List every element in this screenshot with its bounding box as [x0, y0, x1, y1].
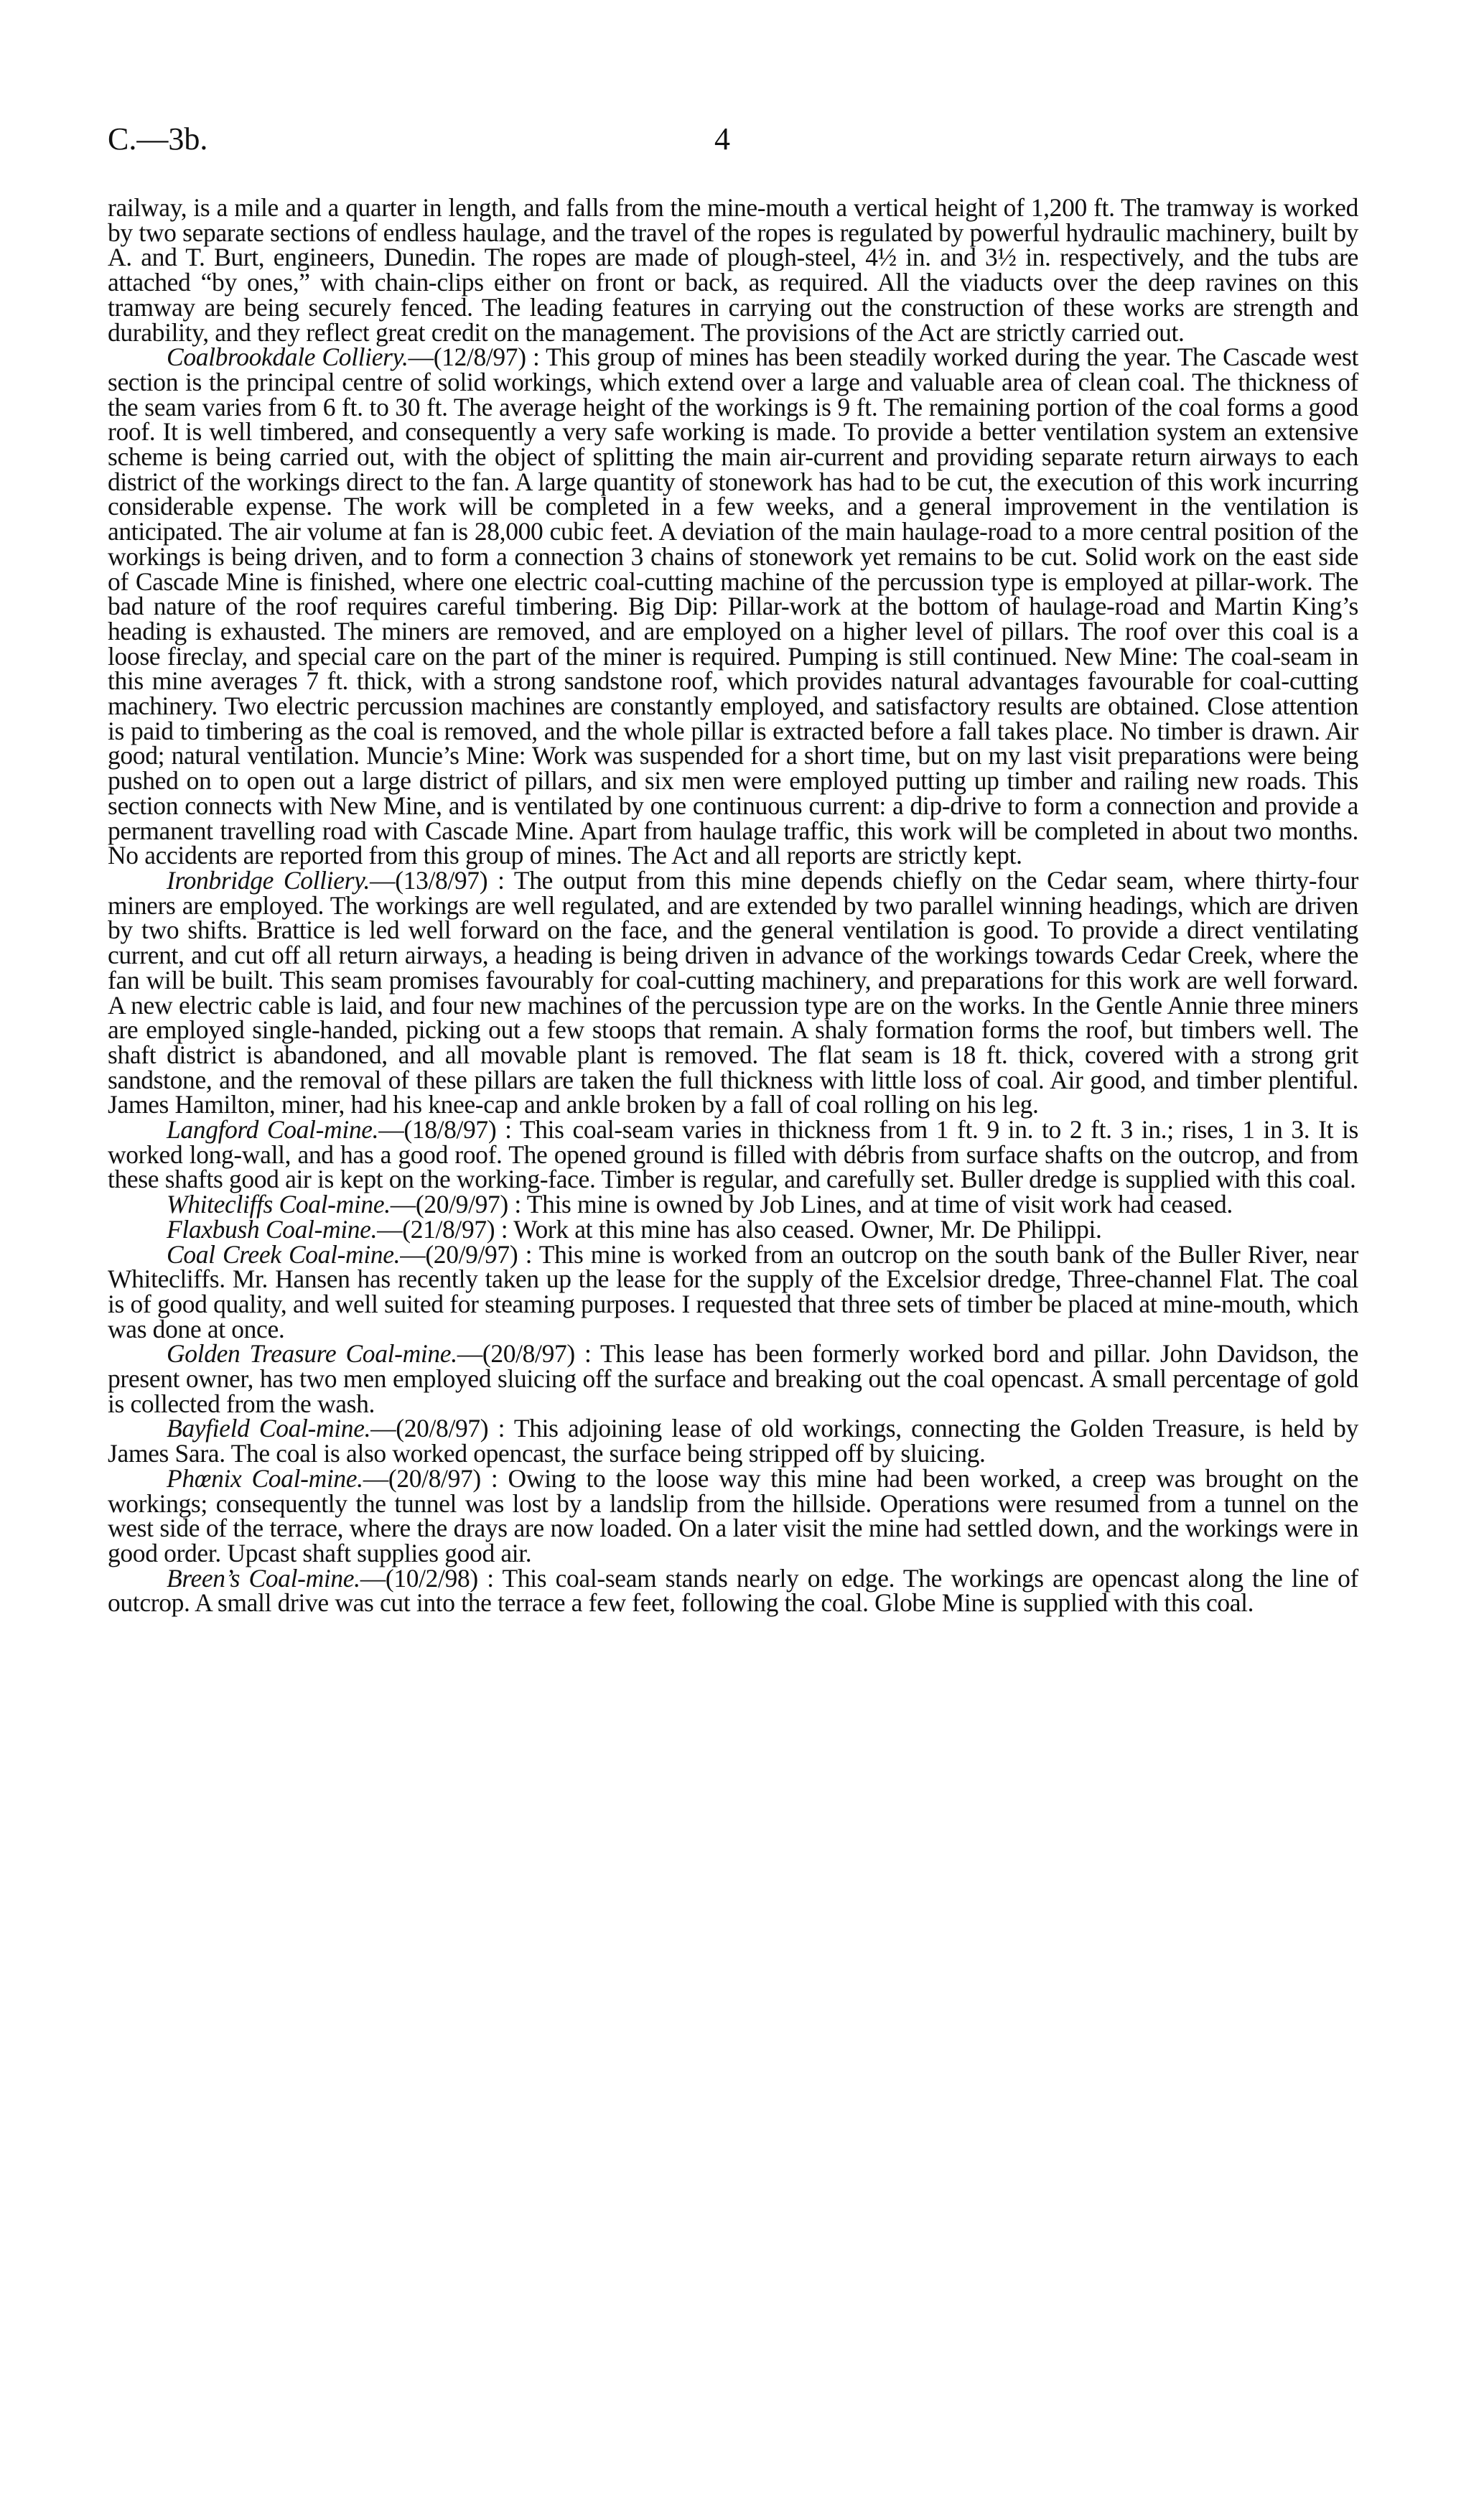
paragraph-langford [108, 1117, 1358, 1192]
document-reference: C.—3b. [108, 121, 208, 157]
report-body [108, 195, 1358, 1616]
visit-date: —(21/8/97) : [377, 1214, 508, 1244]
paragraph-text: railway, is a mile and a quarter in length, and falls from the mine-mouth a vertical height of 1,200 ft. The tramway is worked by two separate sections of endless haulage, and the travel of the ropes is regulated by powerful hydraulic machinery, built by A. and T. Burt, engineers, Dunedin. The ropes are made of plough-steel, 4½ in. and 3½ in. respectively, and the tubs are attached “by ones,” with chain-clips either on front or back, as required. All the viaducts over the deep ravines on this tramway are being securely fenced. The leading features in carrying out the construction of these works are strength and durability, and they reflect great credit on the management. The provisions of the Act are strictly carried out. [108, 193, 1358, 347]
paragraph-text: This group of mines has been steadily worked during the year. The Cascade west section is the principal centre of solid workings, which extend over a large and valuable area of clean coal. The thickness of the seam varies from 6 ft. to 30 ft. The average height of the workings is 9 ft. The remaining portion of the coal forms a good roof. It is well timbered, and consequently a very safe working is made. To provide a better ventilation system an extensive scheme is being carried out, with the object of splitting the main air-current and providing separate return airways to each district of the workings direct to the fan. A large quantity of stonework has had to be cut, the execution of this work incurring considerable expense. The work will be completed in a few weeks, and a general improvement in the ventilation is anticipated. The air volume at fan is 28,000 cubic feet. A deviation of the main haulage-road to a more central position of the workings is being driven, and to form a connection 3 chains of stonework yet remains to be cut. Solid work on the east side of Cascade Mine is finished, where one electric coal-cutting machine of the percussion type is employed at pillar-work. The bad nature of the roof requires careful timbering. Big Dip: Pillar-work at the bottom of haulage-road and Martin King’s heading is exhausted. The miners are removed, and are employed on a higher level of pillars. The roof over this coal is a loose fireclay, and special care on the part of the miner is required. Pumping is still continued. New Mine: The coal-seam in this mine averages 7 ft. thick, with a strong sandstone roof, which provides natural advantages favourable for coal-cutting machinery. Two electric percussion machines are constantly employed, and satisfactory results are obtained. Close attention is paid to timbering as the coal is removed, and the whole pillar is extracted before a fall takes place. No timber is drawn. Air good; natural ventilation. Muncie’s Mine: Work was suspended for a short time, but on my last visit preparations were being pushed on to open out a large district of pillars, and six men were employed putting up timber and railing new roads. This section connects with New Mine, and is ventilated by one continuous current: a dip-drive to form a connection and provide a permanent travelling road with Cascade Mine. Apart from haulage traffic, this work will be completed in about two months. No accidents are reported from this group of mines. The Act and all reports are strictly kept. [108, 343, 1358, 870]
mine-title: Coalbrookdale Colliery. [167, 343, 409, 372]
paragraph-bayfield [108, 1414, 1358, 1468]
visit-date: —(12/8/97) : [408, 343, 540, 372]
paragraph-flaxbush [108, 1214, 1358, 1244]
paragraph-tramway [108, 195, 1358, 345]
visit-date: —(20/9/97) : [400, 1239, 533, 1269]
mine-title: Ironbridge Colliery. [167, 865, 370, 895]
paragraph-breens [108, 1563, 1358, 1618]
visit-date: —(20/8/97) : [370, 1414, 505, 1443]
mine-title: Breen’s Coal-mine. [167, 1563, 360, 1593]
paragraph-text: This mine is worked from an outcrop on the south bank of the Buller River, near Whitecliffs. Mr. Hansen has recently taken up the lease for the supply of the Excelsior dredge, Three-channel Flat. The coal is of good quality, and well suited for steaming purposes. I requested that three sets of timber be placed at mine-mouth, which was done at once. [108, 1239, 1358, 1343]
paragraph-text: The output from this mine depends chiefly on the Cedar seam, where thirty-four miners are employed. The workings are well regulated, and are extended by two parallel winning headings, which are driven by two shifts. Brattice is led well forward on the face, and the general ventilation is good. To provide a direct ventilating current, and cut off all return airways, a heading is being driven in advance of the workings towards Cedar Creek, where the fan will be built. This seam promises favourably for coal-cutting machinery, and preparations for this work are well forward. A new electric cable is laid, and four new machines of the percussion type are on the works. In the Gentle Annie three miners are employed single-handed, picking out a few stoops that remain. A shaly formation forms the roof, but timbers well. The shaft district is abandoned, and all movable plant is removed. The flat seam is 18 ft. thick, covered with a strong grit sandstone, and the removal of these pillars are taken the full thickness with little loss of coal. Air good, and timber plentiful. James Hamilton, miner, had his knee-cap and ankle broken by a fall of coal rolling on his leg. [108, 865, 1358, 1119]
mine-title: Whitecliffs Coal-mine. [167, 1190, 391, 1219]
paragraph-whitecliffs [108, 1192, 1358, 1217]
mine-title: Coal Creek Coal-mine. [167, 1239, 401, 1269]
paragraph-text: This lease has been formerly worked bord and pillar. John Davidson, the present owner, has two men employed sluicing off the surface and breaking out the coal opencast. A small percentage of gold is collected from the wash. [108, 1339, 1358, 1418]
paragraph-text: This coal-seam varies in thickness from 1 ft. 9 in. to 2 ft. 3 in.; rises, 1 in 3. It is worked long-wall, and has a good roof. The opened ground is filled with débris from surface shafts on the outcrop, and from these shafts good air is kept on the working-face. Timber is regular, and carefully set. Buller dredge is supplied with this coal. [108, 1115, 1358, 1194]
mine-title: Flaxbush Coal-mine. [167, 1214, 378, 1244]
paragraph-text: Owing to the loose way this mine had been worked, a creep was brought on the workings; consequently the tunnel was lost by a landslip from the hillside. Operations were resumed from a tunnel on the west side of the terrace, where the drays are now loaded. On a later visit the mine had settled down, and the workings were in good order. Upcast shaft supplies good air. [108, 1463, 1359, 1567]
visit-date: —(20/9/97) : [390, 1190, 521, 1219]
visit-date: —(13/8/97) : [370, 865, 505, 895]
mine-title: Langford Coal-mine. [167, 1115, 379, 1145]
visit-date: —(18/8/97) : [378, 1115, 512, 1145]
page-number: 4 [714, 121, 730, 157]
paragraph-text: This adjoining lease of old workings, connecting the Golden Treasure, is held by James Sara. The coal is also worked opencast, the surface being stripped off by sluicing. [108, 1414, 1358, 1468]
visit-date: —(10/2/98) : [360, 1563, 494, 1593]
visit-date: —(20/8/97) : [363, 1463, 498, 1493]
mine-title: Phœnix Coal-mine. [167, 1463, 363, 1493]
paragraph-golden-treasure [108, 1341, 1358, 1416]
visit-date: —(20/8/97) : [457, 1339, 592, 1369]
paragraph-text: Work at this mine has also ceased. Owner, Mr. De Philippi. [508, 1214, 1102, 1244]
mine-title: Bayfield Coal-mine. [167, 1414, 371, 1443]
paragraph-text: This mine is owned by Job Lines, and at time of visit work had ceased. [521, 1190, 1233, 1219]
paragraph-ironbridge [108, 865, 1358, 1119]
paragraph-coalbrookdale [108, 345, 1358, 868]
mine-title: Golden Treasure Coal-mine. [167, 1339, 457, 1369]
paragraph-phoenix [108, 1463, 1359, 1567]
paragraph-coal-creek [108, 1239, 1358, 1343]
paragraph-text: This coal-seam stands nearly on edge. The workings are opencast along the line of outcrop. A small drive was cut into the terrace a few feet, following the coal. Globe Mine is supplied with this coal. [108, 1563, 1358, 1618]
